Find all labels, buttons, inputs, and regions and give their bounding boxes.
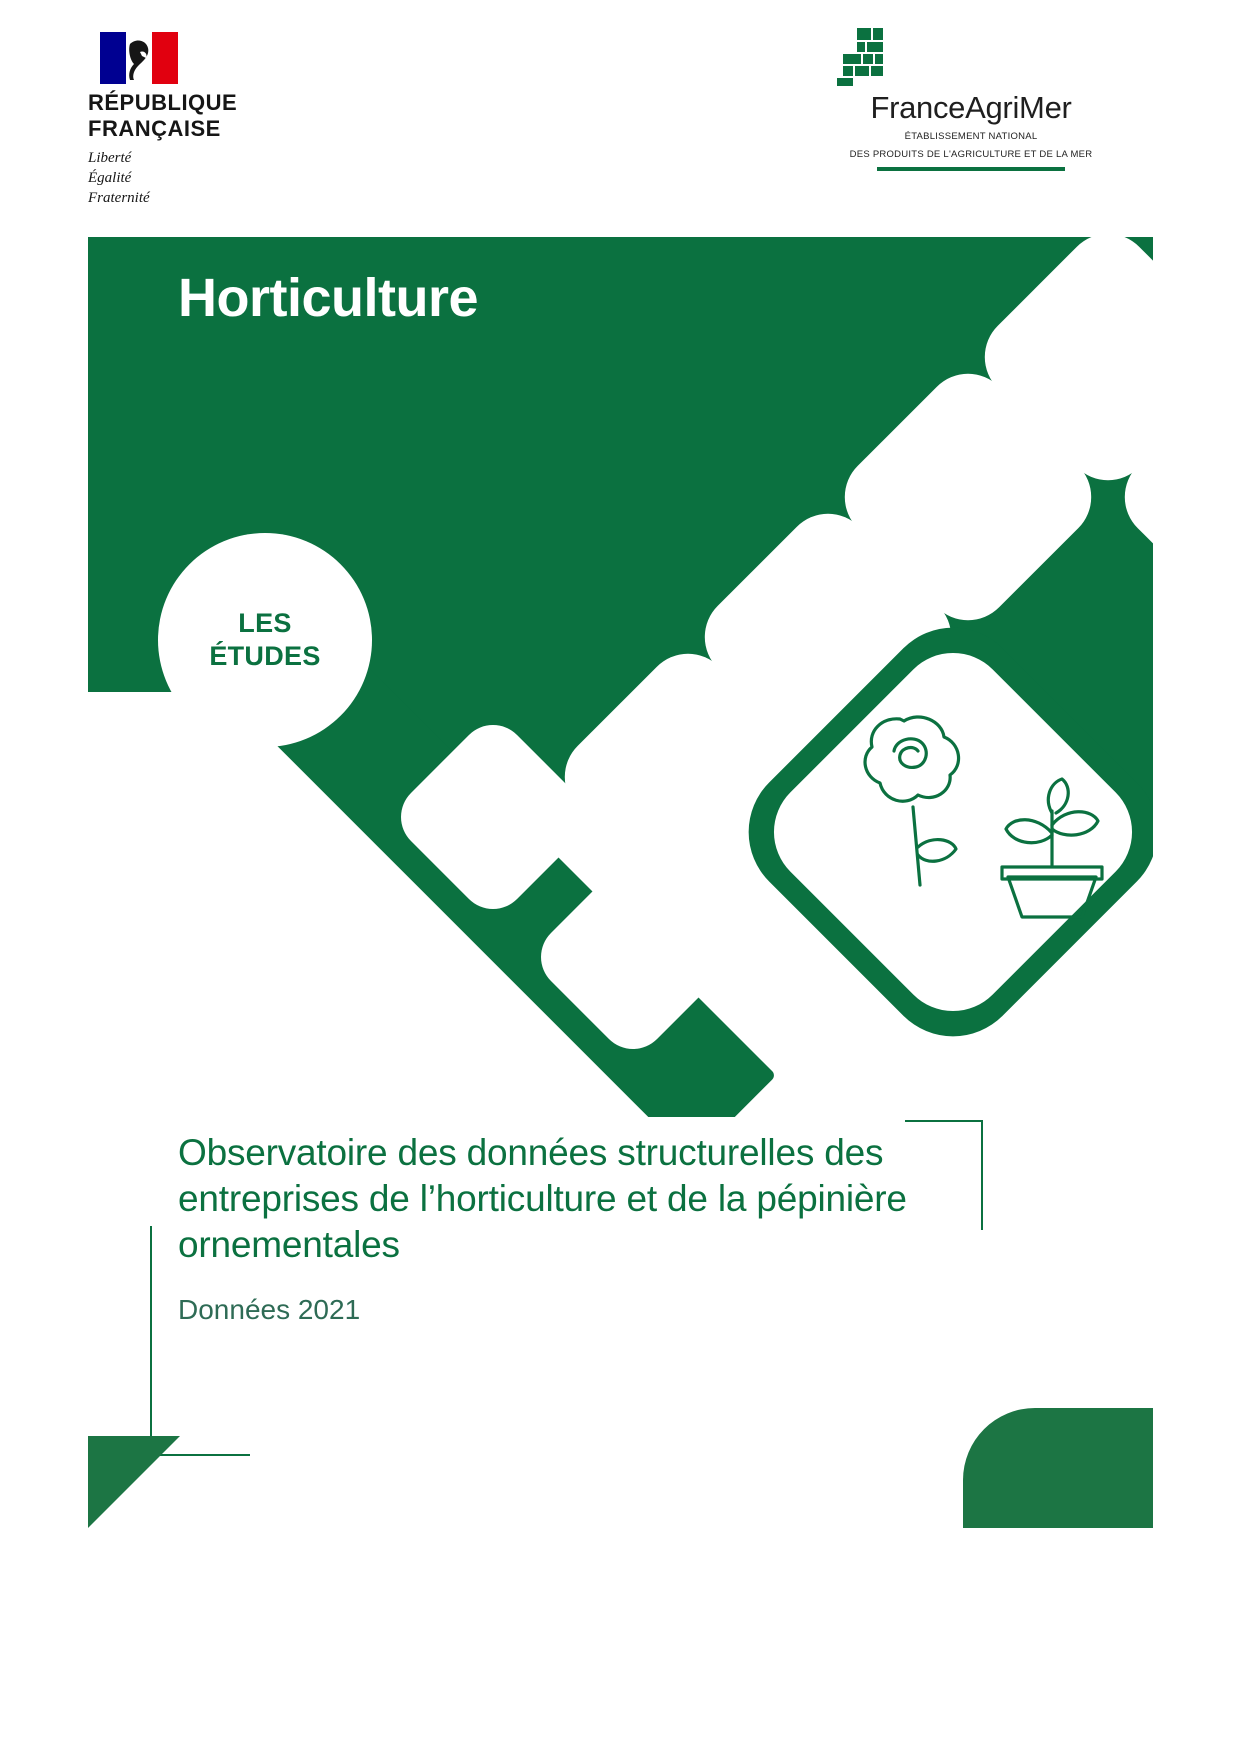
republique-line1: RÉPUBLIQUE [88, 90, 238, 115]
franceagrimer-underline [877, 167, 1065, 171]
page-title: Observatoire des données structurelles des entreprises de l’horticulture et de la pépinière ornementales [178, 1132, 907, 1265]
franceagrimer-sub1: ÉTABLISSEMENT NATIONAL [904, 131, 1038, 142]
motto-liberte: Liberté [88, 150, 132, 167]
document-subtitle: Données 2021 [178, 1293, 361, 1325]
flower-and-potted-plant-icon [860, 707, 1112, 922]
bracket-bottom-left [150, 1226, 250, 1456]
hero-graphic [88, 237, 1153, 1117]
marianne-profile-icon [126, 32, 152, 84]
french-flag-marianne-icon [100, 32, 178, 84]
franceagrimer-squares-icon [837, 28, 893, 86]
motto-fraternite: Fraternité [88, 189, 150, 206]
franceagrimer-logo [821, 28, 1121, 171]
hero-title: Horticulture [178, 268, 479, 328]
bottom-left-triangle [88, 1436, 180, 1528]
republique-francaise-logo [88, 32, 318, 208]
les-etudes-badge [158, 533, 372, 747]
badge-line2: ÉTUDES [209, 641, 321, 671]
motto-egalite: Égalité [88, 169, 132, 186]
badge-line1: LES [238, 608, 292, 639]
bottom-right-shape [963, 1408, 1153, 1528]
document-title-block [178, 1130, 918, 1326]
republique-line2: FRANÇAISE [88, 115, 221, 141]
bracket-top-right [905, 1120, 983, 1230]
franceagrimer-sub2: DES PRODUITS DE L'AGRICULTURE ET DE LA MER [849, 148, 1093, 160]
franceagrimer-name: FranceAgriMer [870, 90, 1072, 125]
